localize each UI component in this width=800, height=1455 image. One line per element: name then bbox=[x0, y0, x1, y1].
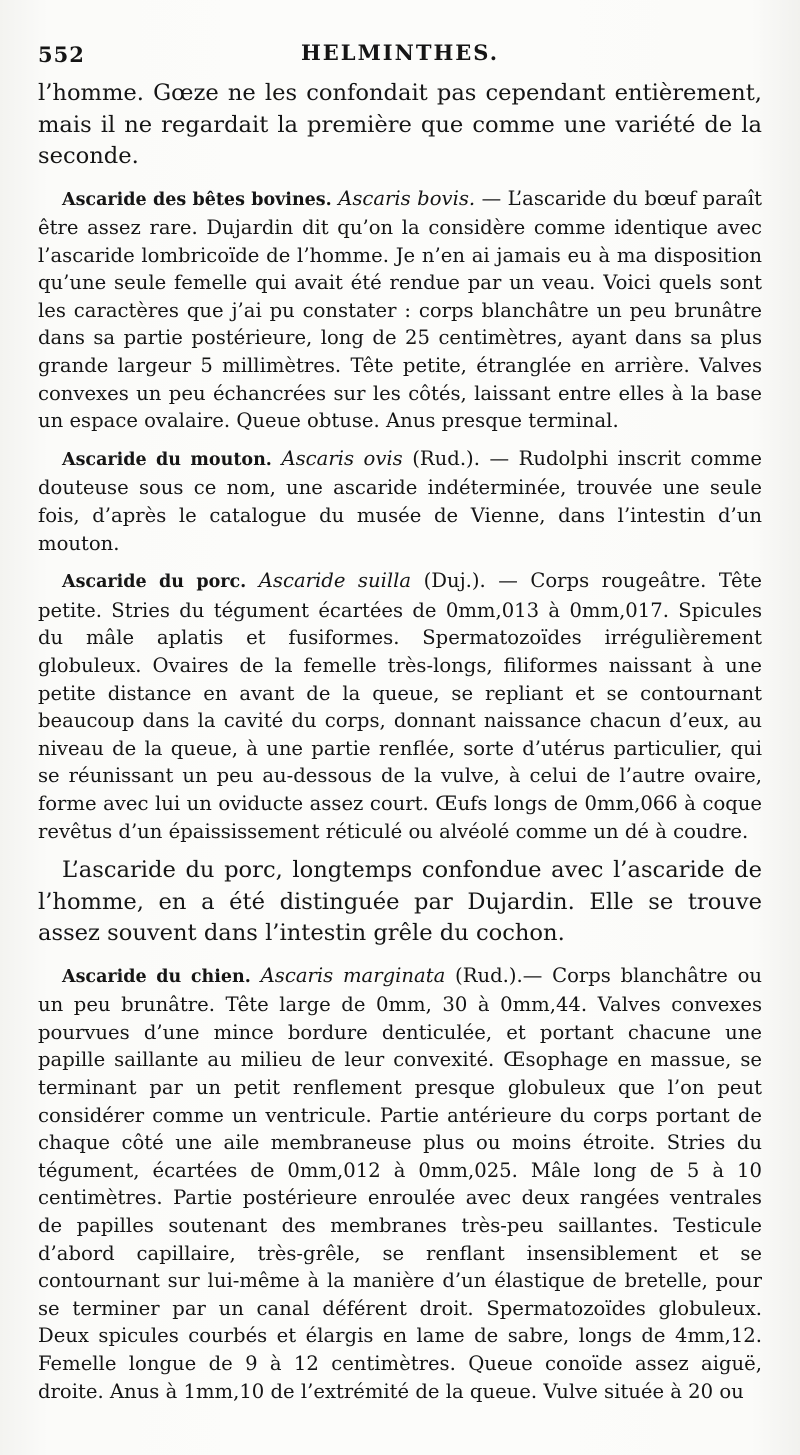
paragraph-body: (Rud.). — Rudolphi inscrit comme douteuse sous ce nom, une ascaride indéterminée, trouvée une seule fois, d’après le catalogue du musée de Vienne, dans l’intestin d’un mouton. bbox=[38, 446, 763, 555]
paragraph-ascaride-chien bbox=[38, 962, 762, 1406]
paragraph-body: (Rud.).— Corps blanchâtre ou un peu brunâtre. Tête large de 0mm, 30 à 0mm,44. Valves convexes pourvues d’une mince bordure denticulée, et portant chacune une papille saillante au milieu de leur convexité. Œsophage en massue, se terminant par un petit renflement presque globuleux que l’on peut considérer comme un ventricule. Partie antérieure du corps portant de chaque côté une aile membraneuse plus ou moins étroite. Stries du tégument, écartées de 0mm,012 à 0mm,025. Mâle long de 5 à 10 centimètres. Partie postérieure enroulée avec deux rangées ventrales de papilles soutenant des membranes très-peu saillantes. Testicule d’abord capillaire, très-grêle, se renflant insensiblement et se contournant sur lui-même à la manière d’un élastique de bretelle, pour se terminer par un canal déférent droit. Spermatozoïdes globuleux. Deux spicules courbés et élargis en lame de sabre, longs de 4mm,12. Femelle longue de 9 à 12 centimètres. Queue conoïde assez aiguë, droite. Anus à 1mm,10 de l’extrémité de la queue. Vulve située à 20 ou bbox=[38, 963, 763, 1403]
section-heading: Ascaride du porc. bbox=[62, 572, 247, 593]
paragraph-body: — L’ascaride du bœuf paraît être assez rare. Dujardin dit qu’on la considère comme identique avec l’ascaride lombricoïde de l’homme. Je n’en ai jamais eu à ma disposition qu’une seule femelle qui avait été rendue par un veau. Voici quels sont les caractères que j’ai pu constater : corps blanchâtre un peu brunâtre dans sa partie postérieure, long de 25 centimètres, ayant dans sa plus grande largeur 5 millimètres. Tête petite, étranglée en arrière. Valves convexes un peu échancrées sur les côtés, laissant entre elles à la base un espace ovalaire. Queue obtuse. Anus presque terminal. bbox=[38, 186, 762, 433]
paragraph-ascaride-mouton bbox=[38, 445, 762, 557]
section-heading: Ascaride des bêtes bovines. bbox=[62, 189, 332, 210]
species-name: Ascaris marginata bbox=[260, 963, 446, 987]
paragraph-continuation: l’homme. Gœze ne les confondait pas cependant entièrement, mais il ne regardait la première que comme une variété de la seconde. bbox=[38, 80, 762, 169]
running-head bbox=[38, 38, 762, 78]
species-name: Ascaris bovis. bbox=[338, 186, 476, 210]
running-title: HELMINTHES. bbox=[300, 40, 500, 65]
paragraph-ascaride-porc bbox=[38, 567, 762, 845]
page-number: 552 bbox=[38, 42, 85, 67]
species-name: Ascaris ovis bbox=[281, 446, 403, 470]
paragraph-porc-note: L’ascaride du porc, longtemps confondue avec l’ascaride de l’homme, en a été distinguée par Dujardin. Elle se trouve assez souvent dans l’intestin grêle du cochon. bbox=[38, 857, 762, 947]
paragraph-body: (Duj.). — Corps rougeâtre. Tête petite. Stries du tégument écartées de 0mm,013 à 0mm,017. Spicules du mâle aplatis et fusiformes. Spermatozoïdes irrégulièrement globuleux. Ovaires de la femelle très-longs, filiformes naissant à une petite distance en avant de la queue, se repliant et se contournant beaucoup dans la cavité du corps, donnant naissance chacun d’eux, au niveau de la queue, à une partie renflée, sorte d’utérus particulier, qui se réunissant un peu au-dessous de la vulve, à celui de l’autre ovaire, forme avec lui un oviducte assez court. Œufs longs de 0mm,066 à coque revêtus d’un épaississement réticulé ou alvéolé comme un dé à coudre. bbox=[38, 569, 763, 843]
paragraph-ascaride-bovines bbox=[38, 185, 762, 435]
species-name: Ascaride suilla bbox=[258, 569, 412, 593]
section-heading: Ascaride du mouton. bbox=[62, 449, 272, 470]
section-heading: Ascaride du chien. bbox=[62, 966, 251, 987]
